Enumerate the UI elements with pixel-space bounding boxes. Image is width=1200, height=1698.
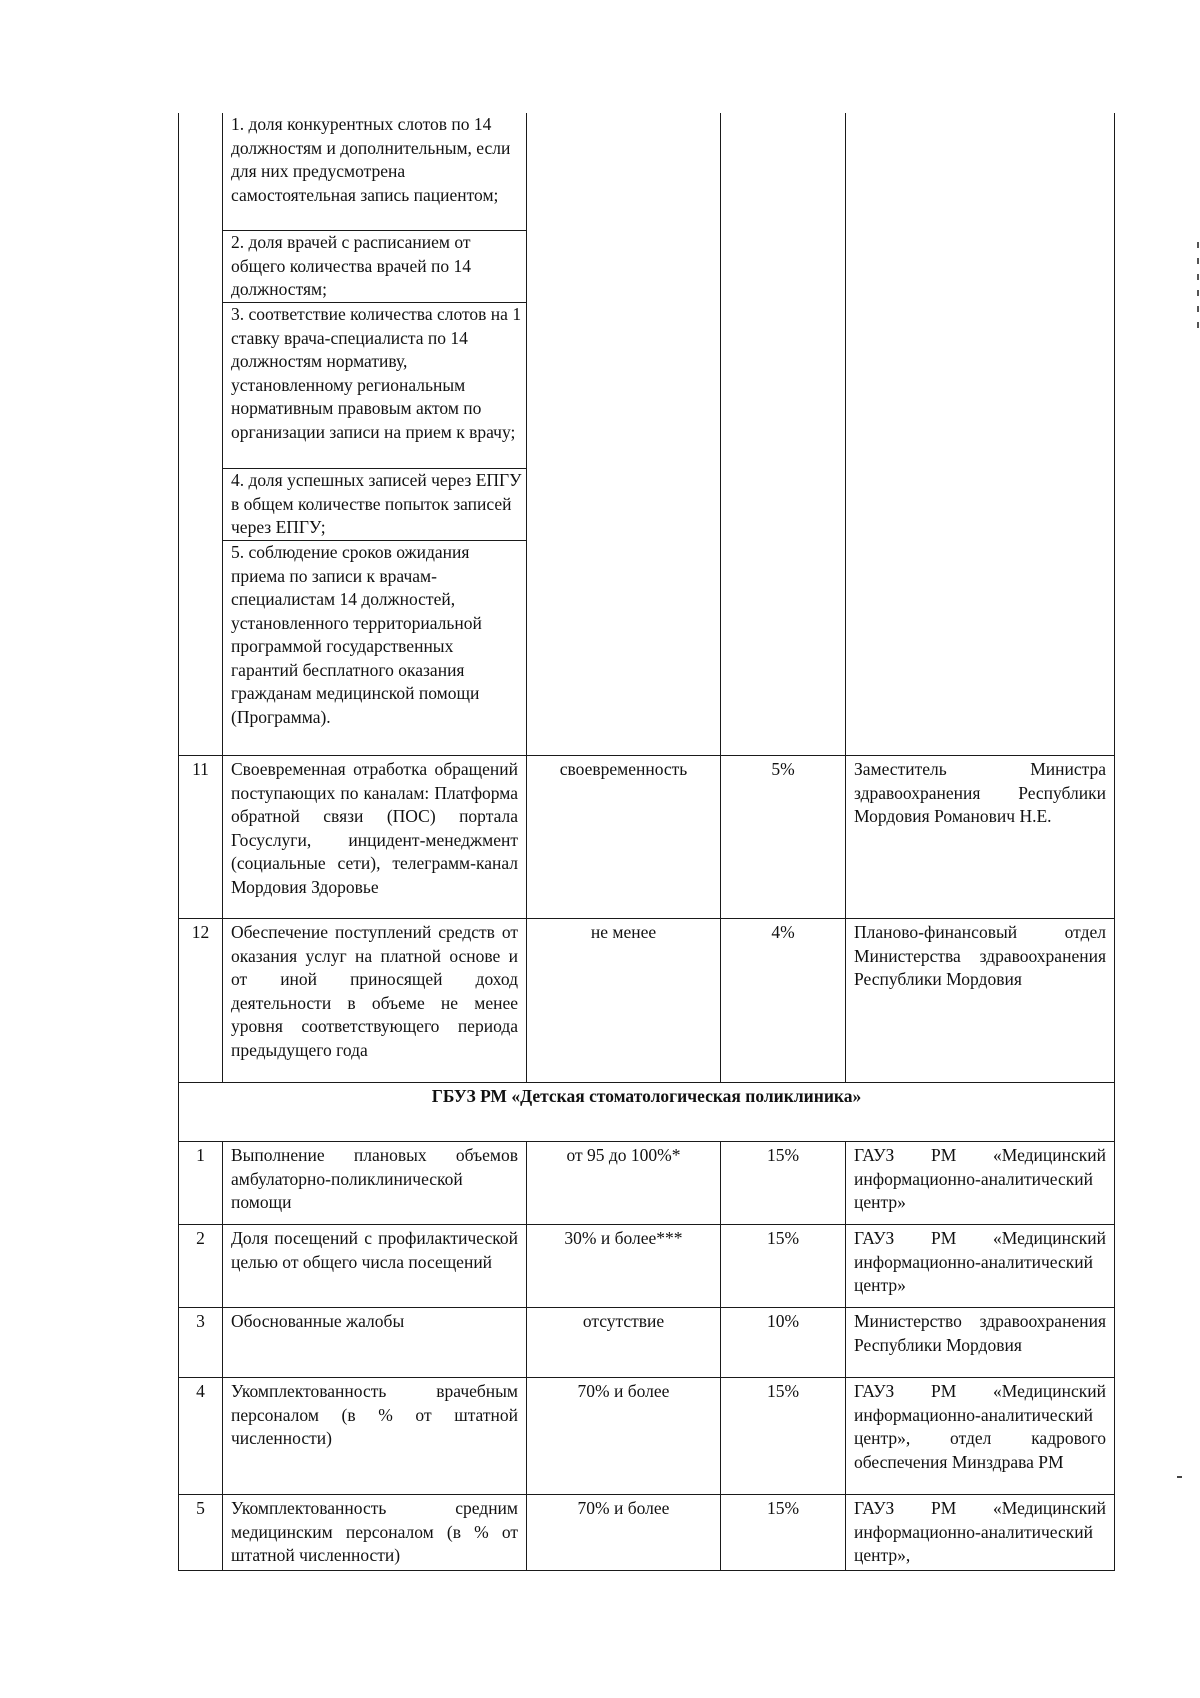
value-cell: отсутствие — [527, 1308, 721, 1378]
source-cell: ГАУЗ РМ «Медицинский информационно-аналитический центр», отдел кадрового обеспечения Минздрава РМ — [846, 1378, 1115, 1495]
subitem: 2. доля врачей с расписанием от общего количества врачей по 14 должностям; — [223, 231, 526, 303]
weight-cell: 4% — [721, 919, 846, 1083]
table-row — [179, 1378, 1115, 1495]
subitem: 4. доля успешных записей через ЕПГУ в общем количестве попыток записей через ЕПГУ; — [223, 469, 526, 541]
source-cell: Планово-финансовый отдел Министерства здравоохранения Республики Мордовия — [846, 919, 1115, 1083]
indicator-cell: Обоснованные жалобы — [223, 1308, 527, 1378]
row-number: 4 — [179, 1378, 223, 1495]
weight-cell: 15% — [721, 1378, 846, 1495]
source-cell — [846, 113, 1115, 756]
table-row — [179, 1225, 1115, 1308]
subitems-cell — [223, 113, 527, 756]
weight-cell — [721, 113, 846, 756]
section-row — [179, 1083, 1115, 1142]
source-cell: ГАУЗ РМ «Медицинский информационно-аналитический центр» — [846, 1225, 1115, 1308]
value-cell: от 95 до 100%* — [527, 1142, 721, 1225]
table-row-continuation — [179, 113, 1115, 756]
source-cell: ГАУЗ РМ «Медицинский информационно-аналитический центр», — [846, 1495, 1115, 1571]
row-number: 11 — [179, 756, 223, 919]
source-cell: ГАУЗ РМ «Медицинский информационно-аналитический центр» — [846, 1142, 1115, 1225]
source-cell: Заместитель Министра здравоохранения Республики Мордовия Романович Н.Е. — [846, 756, 1115, 919]
weight-cell: 15% — [721, 1495, 846, 1571]
table-row — [179, 1142, 1115, 1225]
subitem: 5. соблюдение сроков ожидания приема по записи к врачам-специалистам 14 должностей, установленного территориальной программой государственных гарантий бесплатного оказания гражданам медицинской помощи (Программа). — [231, 542, 482, 727]
indicator-cell: Выполнение плановых объемов амбулаторно-поликлинической помощи — [223, 1142, 527, 1225]
value-cell: своевременность — [527, 756, 721, 919]
weight-cell: 15% — [721, 1225, 846, 1308]
indicator-cell: Укомплектованность средним медицинским персоналом (в % от штатной численности) — [223, 1495, 527, 1571]
indicator-cell: Своевременная отработка обращений поступающих по каналам: Платформа обратной связи (ПОС) портала Госуслуги, инцидент-менеджмент (социальные сети), телеграмм-канал Мордовия Здоровье — [223, 756, 527, 919]
table-row — [179, 756, 1115, 919]
row-number: 5 — [179, 1495, 223, 1571]
value-cell: 30% и более*** — [527, 1225, 721, 1308]
section-title: ГБУЗ РМ «Детская стоматологическая поликлиника» — [179, 1083, 1115, 1142]
num-cell — [179, 113, 223, 756]
weight-cell: 5% — [721, 756, 846, 919]
weight-cell: 15% — [721, 1142, 846, 1225]
scan-edge-marks — [1196, 232, 1200, 412]
table-row — [179, 1308, 1115, 1378]
indicator-cell: Обеспечение поступлений средств от оказания услуг на платной основе и от иной приносящей доход деятельности в объеме не менее уровня соответствующего периода предыдущего года — [223, 919, 527, 1083]
source-cell: Министерство здравоохранения Республики Мордовия — [846, 1308, 1115, 1378]
subitem: 3. соответствие количества слотов на 1 ставку врача-специалиста по 14 должностям нормативу, установленному региональным нормативным правовым актом по организации записи на прием к врачу; — [223, 303, 526, 469]
value-cell — [527, 113, 721, 756]
row-number: 2 — [179, 1225, 223, 1308]
criteria-table — [178, 113, 1115, 1571]
indicator-cell: Доля посещений с профилактической целью от общего числа посещений — [223, 1225, 527, 1308]
table-row — [179, 1495, 1115, 1571]
scan-dash-mark — [1177, 1476, 1182, 1478]
row-number: 12 — [179, 919, 223, 1083]
table-row — [179, 919, 1115, 1083]
indicator-cell: Укомплектованность врачебным персоналом (в % от штатной численности) — [223, 1378, 527, 1495]
weight-cell: 10% — [721, 1308, 846, 1378]
row-number: 1 — [179, 1142, 223, 1225]
subitem: 1. доля конкурентных слотов по 14 должностям и дополнительным, если для них предусмотрена самостоятельная запись пациентом; — [223, 113, 526, 231]
value-cell: 70% и более — [527, 1495, 721, 1571]
value-cell: не менее — [527, 919, 721, 1083]
row-number: 3 — [179, 1308, 223, 1378]
value-cell: 70% и более — [527, 1378, 721, 1495]
